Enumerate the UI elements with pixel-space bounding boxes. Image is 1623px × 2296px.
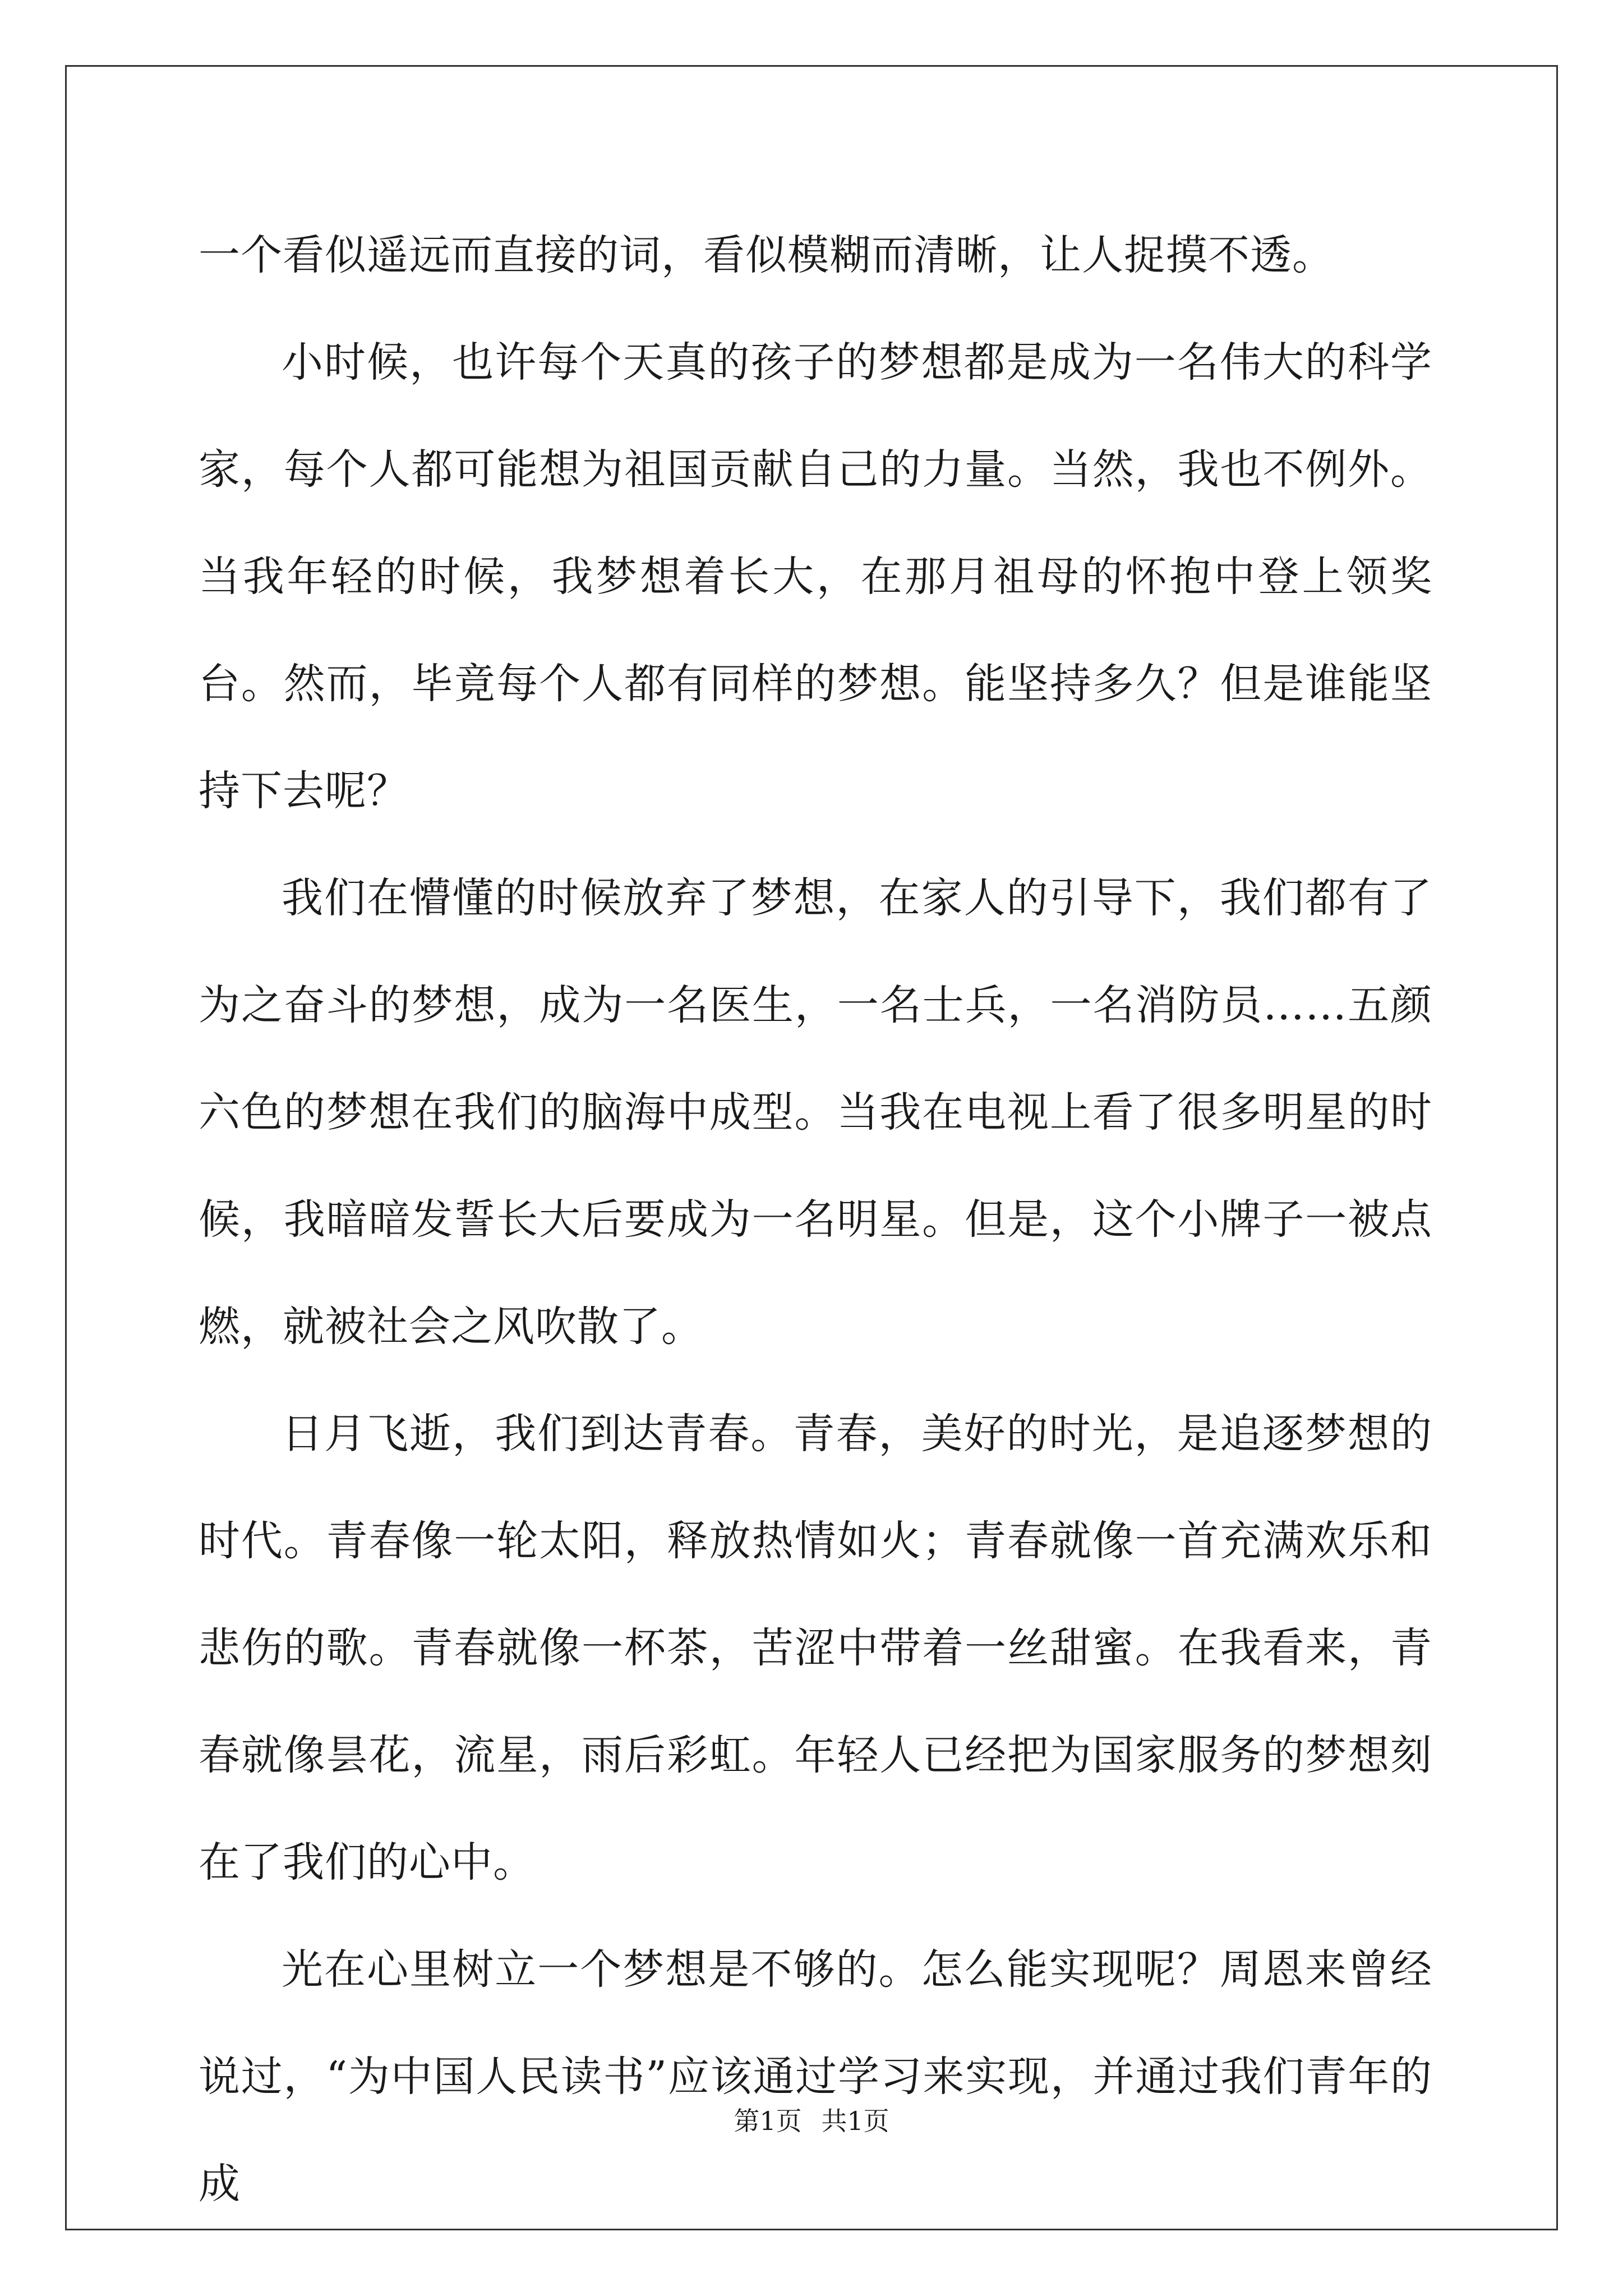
page-number-total: 共1页 xyxy=(821,2106,889,2136)
document-body xyxy=(199,202,1432,2238)
paragraph-4: 日月飞逝，我们到达青春。青春，美好的时光，是追逐梦想的时代。青春像一轮太阳，释放热情如火；青春就像一首充满欢乐和悲伤的歌。青春就像一杯茶，苦涩中带着一丝甜蜜。在我看来，青春就像昙花，流星，雨后彩虹。年轻人已经把为国家服务的梦想刻在了我们的心中。 xyxy=(199,1410,1432,1887)
page-footer xyxy=(0,2101,1623,2138)
page-number-current: 第1页 xyxy=(734,2106,802,2136)
paragraph-5: 光在心里树立一个梦想是不够的。怎么能实现呢？周恩来曾经说过，“为中国人民读书”应该通过学习来实现，并通过我们青年的成 xyxy=(199,1945,1432,2208)
paragraph-2: 小时候，也许每个天真的孩子的梦想都是成为一名伟大的科学家，每个人都可能想为祖国贡献自己的力量。当然，我也不例外。当我年轻的时候，我梦想着长大，在那月祖母的怀抱中登上领奖台。然而，毕竟每个人都有同样的梦想。能坚持多久？但是谁能坚持下去呢？ xyxy=(199,338,1432,815)
paragraph-1: 一个看似遥远而直接的词，看似模糊而清晰，让人捉摸不透。 xyxy=(199,231,1334,279)
paragraph-3: 我们在懵懂的时候放弃了梦想，在家人的引导下，我们都有了为之奋斗的梦想，成为一名医生，一名士兵，一名消防员……五颜六色的梦想在我们的脑海中成型。当我在电视上看了很多明星的时候，我暗暗发誓长大后要成为一名明星。但是，这个小牌子一被点燃，就被社会之风吹散了。 xyxy=(199,874,1432,1351)
